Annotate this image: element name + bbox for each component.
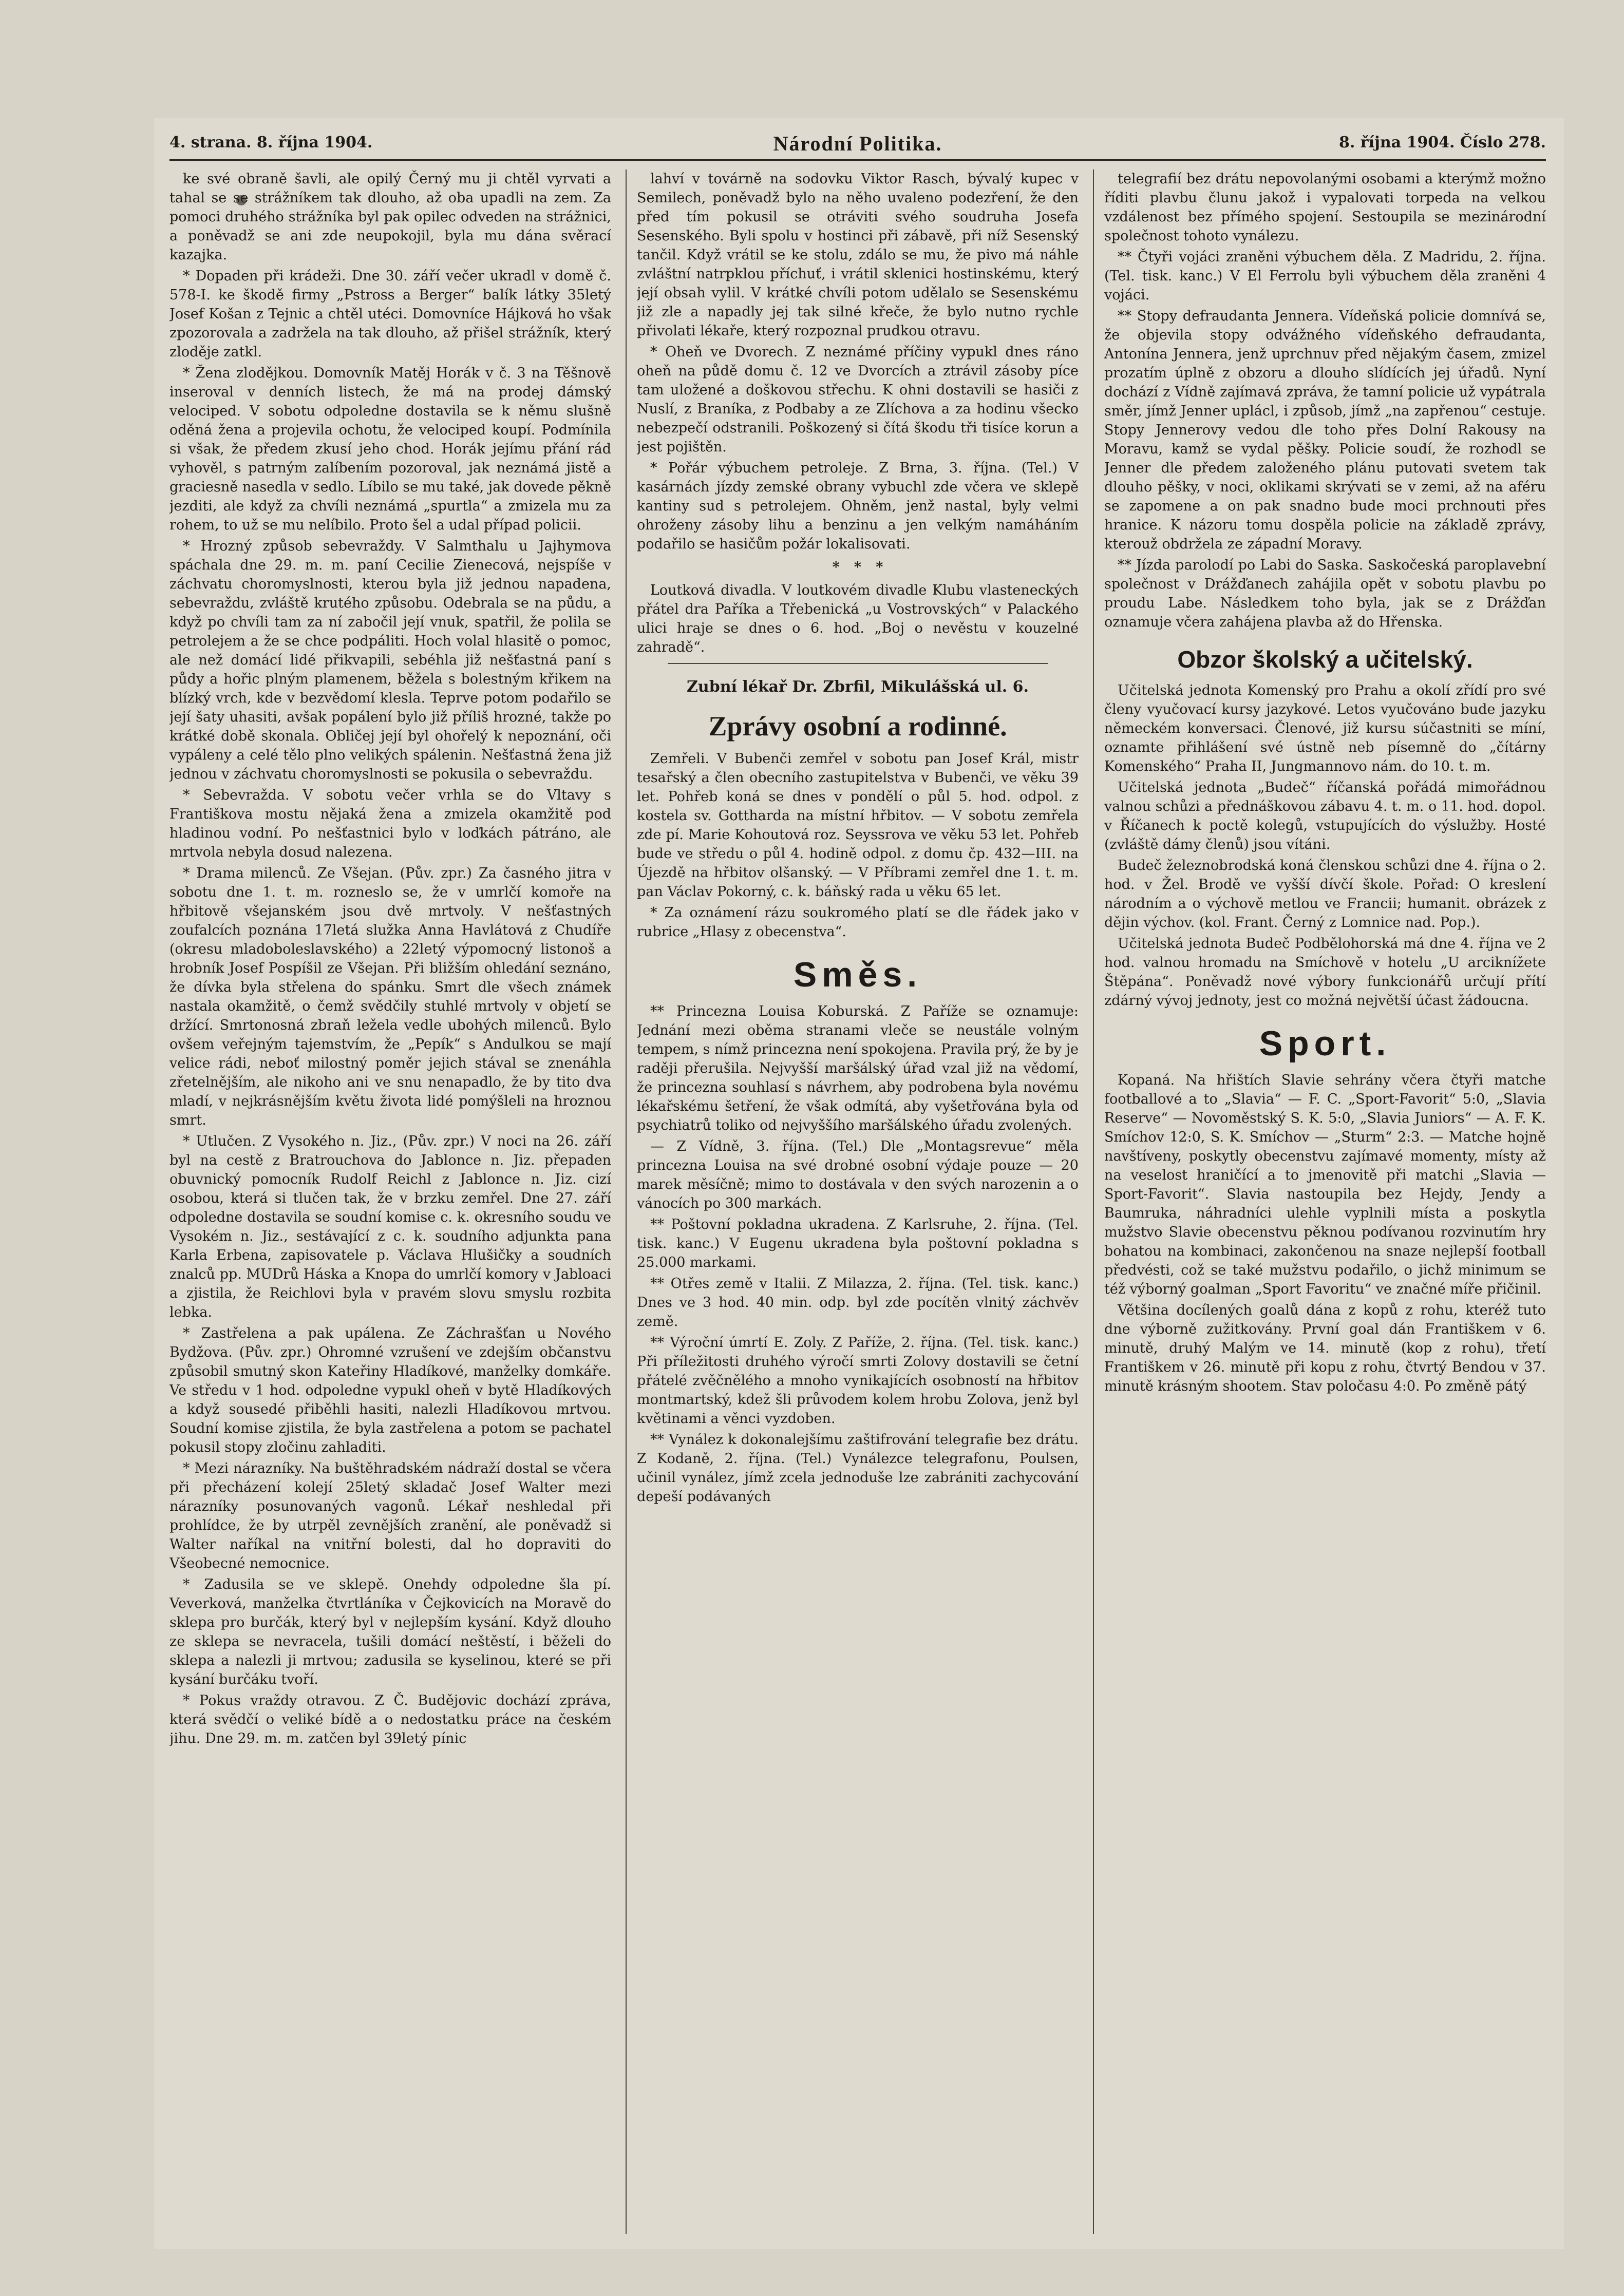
article-paragraph: telegrafií bez drátu nepovolanými osobami a kterýmž možno říditi plavbu člunu jakož i vypalovati torpeda na velkou vzdálenost bez přímého spojení. Sestoupila se mezinárodní společnost tohoto vynálezu. xyxy=(1104,171,1546,244)
column-divider xyxy=(626,169,627,2234)
article-paragraph: * Pokus vraždy otravou. Z Č. Budějovic dochází zpráva, která svědčí o veliké bídě a o nedostatku práce na českém jihu. Dne 29. m. m. zatčen byl 39letý pínic xyxy=(169,1693,611,1747)
page-header xyxy=(169,134,1546,154)
article-paragraph: ** Čtyři vojáci zraněni výbuchem děla. Z Madridu, 2. října. (Tel. tisk. kanc.) V El Ferrolu byli výbuchem děla zraněni 4 vojáci. xyxy=(1104,249,1546,303)
newspaper-page xyxy=(154,118,1564,2249)
article-paragraph: Většina docílených goalů dána z kopů z rohu, kteréž tuto dne výborně zužitkovány. První goal dán Františkem v 6. minutě, druhý Malým ve 14. minutě (kop z rohu), třetí Františkem v 26. minutě při kopu z rohu, čtvrtý Bendou v 37. minutě krásným shootem. Stav poločasu 4:0. Po změně pátý xyxy=(1104,1302,1546,1394)
column-1 xyxy=(169,169,611,2234)
article-paragraph: * Dopaden při krádeži. Dne 30. září večer ukradl v domě č. 578-I. ke škodě firmy „Pstross a Berger“ balík látky 35letý Josef Košan z Tejnic a chtěl utéci. Domovníce Hájková ho však zpozorovala a zadržela na tak dlouho, až přišel strážník, který zloděje zatkl. xyxy=(169,268,611,360)
article-paragraph: * Pořár výbuchem petroleje. Z Brna, 3. října. (Tel.) V kasárnách jízdy zemské obrany vybuchl zde včera ve sklepě kantiny sud s petrolejem. Ohněm, jenž nastal, byly velmi ohroženy zásoby lihu a benzinu a jen velkým namáháním podařilo se hasičům požár lokalisovati. xyxy=(637,460,1079,552)
column-3 xyxy=(1104,169,1546,2234)
section-heading: Sport. xyxy=(1259,1024,1391,1063)
article-paragraph: * Hrozný způsob sebevraždy. V Salmthalu u Jajhymova spáchala dne 29. m. m. paní Cecilie Zienecová, nejspíše v záchvatu choromyslnosti, kterou byla již jednou napadena, sebevraždu, zvláště krutého způsobu. Odebrala se na půdu, a když po chvíli tam za ní zabočil její vnuk, spatřil, že polila se petrolejem a že se chce podpáliti. Hoch volal hlasitě o pomoc, ale než domácí lidé přikvapili, sebéhla již nešťastná paní s půdy a hořic plným plamenem, běžela s bolestným křikem na blízký vrch, kde v bezvědomí klesla. Teprve potom podařilo se její šaty uhasiti, avšak popálení bylo již příliš hrozné, takže po krátké době skonala. Obličej její byl ohořelý k nepoznání, oči vypáleny a celé tělo plno velikých spálenin. Nešťastná žena již jednou v záchvatu choromyslnosti se pokusila o sebevraždu. xyxy=(169,538,611,782)
article-paragraph: Loutková divadla. V loutkovém divadle Klubu vlasteneckých přátel dra Paříka a Třebenická „u Vostrovských“ v Palackého ulici hraje se dnes o 6. hod. „Boj o nevěstu v kouzelné zahradě“. xyxy=(637,582,1079,655)
article-paragraph: ** Vynález k dokonalejšímu zaštifrování telegrafie bez drátu. Z Kodaně, 2. října. (Tel.) Vynálezce telegrafonu, Poulsen, učinil vynález, jímž zcela jednoduše lze zabrániti zachycování depeší podávaných xyxy=(637,1432,1079,1505)
article-paragraph: Budeč železnobrodská koná členskou schůzi dne 4. října o 2. hod. v Žel. Brodě ve vyšší dívčí škole. Pořad: O kreslení národním a o výchově metlou ve Francii; humanit. obrázek z dějin výchov. (kol. Frant. Černý z Lomnice nad. Pop.). xyxy=(1104,858,1546,931)
article-paragraph: ** Princezna Louisa Koburská. Z Paříže se oznamuje: Jednání mezi oběma stranami vleče se neustále volným tempem, s nímž princezna není spokojena. Pravila prý, že by je raději přerušila. Nejvyšší maršálský úřad vzal již na vědomí, že princezna souhlasí s návrhem, aby podrobena byla novému lékařskému šetření, že však odmítá, aby vyšetřována byla od psychiatrů toliko od nejvyššího maršálského úřadu zvolených. xyxy=(637,1003,1079,1133)
article-paragraph: * Zadusila se ve sklepě. Onehdy odpoledne šla pí. Veverková, manželka čtvrtláníka v Čejkovicích na Moravě do sklepa pro burčák, který byl v nejlepším kysání. Když dlouho ze sklepa se nevracela, tušili domácí neštěstí, i běželi do sklepa a nalezli ji mrtvou; zadusila se kyselinou, které se při kysání burčáku tvoří. xyxy=(169,1577,611,1687)
ornament-separator: * * * xyxy=(832,559,883,575)
article-paragraph: Učitelská jednota Komenský pro Prahu a okolí zřídí pro své členy vyučovací kursy jazykové. Letos vyučováno bude jazyku německém konversaci. Členové, již kursu súčastniti se míní, oznamte přihlášení své ústně neb písemně do „čítárny Komenského“ Praha II, Jungmannovo nám. do 10. t. m. xyxy=(1104,682,1546,774)
article-paragraph: ke své obraně šavli, ale opilý Černý mu ji chtěl vyrvati a tahal se se strážníkem tak dlouho, až oba upadli na zem. Za pomoci druhého strážníka byl pak opilec odveden na strážnici, a poněvadž se ani zde neupokojil, byla mu dána svěrací kazajka. xyxy=(169,171,611,263)
article-paragraph: ** Otřes země v Italii. Z Milazza, 2. října. (Tel. tisk. kanc.) Dnes ve 3 hod. 40 min. odp. byl zde pocítěn vlnitý záchvěv země. xyxy=(637,1276,1079,1330)
article-paragraph: ** Jízda parolodí po Labi do Saska. Saskočeská paroplavební společnost v Drážďanech zahájila opět v sobotu plavbu po proudu Labe. Následkem toho byla, jak se z Drážďan oznamuje včera zahájena plavba až do Hřenska. xyxy=(1104,557,1546,630)
article-paragraph: Kopaná. Na hřištích Slavie sehrány včera čtyři matche footballové a to „Slavia“ — F. C. „Sport-Favorit“ 5:0, „Slavia Reserve“ — Novoměstský S. K. 5:0, „Slavia Juniors“ — A. F. K. Smíchov 12:0, S. K. Smíchov — „Sturm“ 2:3. — Matche hojně navštíveny, poskytly obecenstvu zajímavé momenty, místy až na veselost hraničící a to jmenovitě při matchi „Slavia — Sport-Favorit“. Slavia nastoupila bez Hejdy, Jendy a Baumruka, náhradníci ulehle vyplnili místa a poskytla mužstvo Slavie obecenstvu pěknou podívanou rozvinutím hry bohatou na kombinaci, zakončenou na snaze nejlepší football předvésti, což se také mužstvu podařilo, o jichž minimum se též výborný goalman „Sport Favoritu“ ve značné míře přičinil. xyxy=(1104,1072,1546,1297)
header-rule xyxy=(169,159,1546,161)
article-paragraph: * Sebevražda. V sobotu večer vrhla se do Vltavy s Františkova mostu nějaká žena a zmizela okamžitě pod hladinou vodní. Po nešťastnici bylo v loďkách pátráno, ale mrtvola nebyla dosud nalezena. xyxy=(169,787,611,860)
article-paragraph: — Z Vídně, 3. října. (Tel.) Dle „Montagsrevue“ měla princezna Louisa na své drobné osobní výdaje pouze — 20 marek měsíčně; mimo to dostávala v den svých narozenin a o vánocích po 300 markách. xyxy=(637,1138,1079,1211)
article-paragraph: * Mezi nárazníky. Na buštěhradském nádraží dostal se včera při přecházení kolejí 25letý skladač Josef Walter mezi nárazníky posunovaných vagonů. Lékař neshledal při prohlídce, že by utrpěl zevnějších zranění, ale poněvadž si Walter naříkal na vnitřní bolesti, dal ho dopraviti do Všeobecné nemocnice. xyxy=(169,1460,611,1571)
header-left: 4. strana. 8. října 1904. xyxy=(169,134,373,151)
column-divider xyxy=(1093,169,1094,2234)
masthead-title: Národní Politika. xyxy=(773,132,942,155)
article-paragraph: * Zastřelena a pak upálena. Ze Záchrašťan u Nového Bydžova. (Pův. zpr.) Ohromné vzrušení ve zdejším občanstvu způsobil smutný skon Kateřiny Hladíkové, manželky domkáře. Ve středu v 1 hod. odpoledne vypukl oheň v bytě Hladíkových a když sousedé přiběhli hasiti, nalezli Hladíkovou mrtvou. Soudní komise zjistila, že byla zastřelena a potom se pachatel pokusil stopy zločinu zahladiti. xyxy=(169,1325,611,1455)
article-paragraph: Zemřeli. V Bubenči zemřel v sobotu pan Josef Král, mistr tesařský a člen obecního zastupitelstva v Bubenči, ve věku 39 let. Pohřeb koná se dnes v pondělí o půl 5. hod. odpol. z kostela sv. Gottharda na místní hřbitov. — V sobotu zemřela zde pí. Marie Kohoutová roz. Seyssrova ve věku 53 let. Pohřeb bude ve středu o půl 4. hodině odpol. z domu čp. 432—III. na Újezdě na hřbitov olšanský. — V Příbrami zemřel dne 1. t. m. pan Václav Pokorný, c. k. báňský rada u věku 65 let. xyxy=(637,751,1079,900)
article-paragraph: * Oheň ve Dvorech. Z neznámé příčiny vypukl dnes ráno oheň na půdě domu č. 12 ve Dvorcích a ztrávil zásoby píce tam uložené a doškovou střechu. K ohni dostavili se hasiči z Nuslí, z Braníka, z Podbaby a ze Zlíchova a za hodinu všecko nebezpečí odstranili. Poškozený si čítá škodu tři tisíce korun a jest pojištěn. xyxy=(637,344,1079,455)
advertisement: Zubní lékař Dr. Zbrfil, Mikulášská ul. 6. xyxy=(687,678,1029,696)
article-paragraph: Učitelská jednota Budeč Podbělohorská má dne 4. října ve 2 hod. valnou hromadu na Smíchově v hotelu „U arciknížete Štěpána“. Poněvadž nové výbory funkcionářů určují přítí zdárný vývoj jednoty, jest co možná největší účast žádoucna. xyxy=(1104,936,1546,1009)
article-paragraph: ** Poštovní pokladna ukradena. Z Karlsruhe, 2. října. (Tel. tisk. kanc.) V Eugenu ukradena byla poštovní pokladna s 25.000 markami. xyxy=(637,1217,1079,1270)
section-heading: Obzor školský a učitelský. xyxy=(1177,646,1473,673)
article-paragraph: ** Stopy defraudanta Jennera. Vídeňská policie domnívá se, že objevila stopy odvážného vídeňského defraudanta, Antonína Jennera, jenž uprchnuv před nějakým časem, zmizel prozatím úplně z obzoru a dlouho slídících jej úřadů. Nyní dochází z Vídně zajímavá zpráva, že tamní policie už vypátrala směr, jímž Jenner uplácl, i způsob, jímž „na zapřenou“ cestuje. Stopy Jennerovy vedou dle toho přes Dolní Rakousy na Moravu, kamž se vydal pěšky. Policie soudí, že rozhodl se Jenner dle předem založeného plánu putovati svetem tak dlouho pěšky, v noci, oklikami skrývati se v zemi, až na aféru se zapomene a on pak snadno bude moci prchnouti přes hranice. K názoru tomu dospěla policie na základě zprávy, kterouž obdržela ze západní Moravy. xyxy=(1104,308,1546,552)
article-paragraph: * Žena zlodějkou. Domovník Matěj Horák v č. 3 na Těšnově inseroval v denních listech, že má na prodej dámský velociped. V sobotu odpoledne dostavila se k němu slušně oděná žena a projevila ochotu, že velociped koupí. Podmínila si však, že předem zkusí jeho chod. Horák jejímu přání rád vyhověl, s patrným zalíbením pozoroval, jak neznámá jistě a graciesně nasedla v sedlo. Líbilo se mu také, jak dovede pěkně jezditi, ale když za chvíli neznámá „spurtla“ a zmizela mu za rohem, to už se mu nelíbilo. Proto šel a udal případ policii. xyxy=(169,365,611,533)
article-paragraph: * Drama milenců. Ze Všejan. (Pův. zpr.) Za časného jitra v sobotu dne 1. t. m. rozneslo se, že v umrlčí komoře na hřbitově všejanském jsou dvě mrtvoly. V nešťastných zoufalcích poznána 17letá služka Anna Havlátová z Chudíře (okresu mladoboleslavského) a 22letý výpomocný listonoš a hrobník Josef Pospíšil ze Všejan. Při bližším ohledání seznáno, že dívka byla střelena do spánku. Smrt dle všech známek nastala okamžitě, o čemž svědčily stuhlé mrtvoly v objetí se držící. Smrtonosná zbraň ležela vedle ubohých milenců. Bylo ovšem veřejným tajemstvím, že „Pepík“ s Andulkou se mají velice rádi, neboť milostný poměr jejich stával se znenáhla zřetelnějším, ale nikoho ani ve snu nenapadlo, že by tito dva mladí, v nejkrásnějším květu života lidé pomýšleli na hroznou smrt. xyxy=(169,865,611,1128)
article-paragraph: * Utlučen. Z Vysokého n. Jiz., (Pův. zpr.) V noci na 26. září byl na cestě z Bratrouchova do Jablonce n. Jiz. přepaden obuvnický pomocník Rudolf Reichl z Jablonce n. Jiz. cizí osobou, která si tlučen tak, že v brzku zemřel. Dne 27. září odpoledne dostavila se soudní komise c. k. okresního soudu ve Vysokém n. Jiz., sestávající z c. k. soudního adjunkta pana Karla Erbena, zapisovatele p. Václava Hlušičky a soudních znalců pp. MUDrů Háska a Knopa do umrlčí komory v Jabloaci a zjistila, že Reichlovi byla v pravém slovu smyslu rozbita lebka. xyxy=(169,1133,611,1320)
section-heading: Zprávy osobní a rodinné. xyxy=(708,711,1007,742)
article-paragraph: Učitelská jednota „Budeč“ říčanská pořádá mimořádnou valnou schůzi a přednáškovou zábavu 4. t. m. o 11. hod. dopol. v Říčanech k poctě kolegů, vstupujících do výslužby. Hosté (zvláště dámy členů) jsou vítáni. xyxy=(1104,780,1546,852)
article-paragraph: * Za oznámení rázu soukromého platí se dle řádek jako v rubrice „Hlasy z obecenstva“. xyxy=(637,905,1079,940)
column-2 xyxy=(637,169,1079,2234)
header-right: 8. října 1904. Číslo 278. xyxy=(1339,134,1546,151)
section-heading: Směs. xyxy=(793,955,922,994)
rule-separator xyxy=(668,663,1048,664)
article-paragraph: ** Výroční úmrtí E. Zoly. Z Paříže, 2. října. (Tel. tisk. kanc.) Při příležitosti druhého výročí smrti Zolovy dostavili se četní přátelé zvěčnělého a mnoho vynikajících osobností na hřbitov montmartský, kdež šli průvodem kolem hrobu Zolova, jenž byl květinami a věnci vyzdoben. xyxy=(637,1335,1079,1427)
article-paragraph: lahví v továrně na sodovku Viktor Rasch, bývalý kupec v Semilech, poněvadž bylo na něho uvaleno podezření, že den před tím pokusil se otráviti svého soudruha Josefa Sesenského. Byli spolu v hostinci při zábavě, při níž Sesenský tančil. Když vrátil se ke stolu, zdálo se mu, že pivo má náhle zvláštní natrpklou příchuť, i vrátil sklenici hostinskému, který její obsah vylil. V krátké chvíli potom udělalo se Sesenskému již zle a napadly jej tak silné křeče, že bylo nutno rychle přivolati lékaře, který rozpoznal prudkou otravu. xyxy=(637,171,1079,339)
